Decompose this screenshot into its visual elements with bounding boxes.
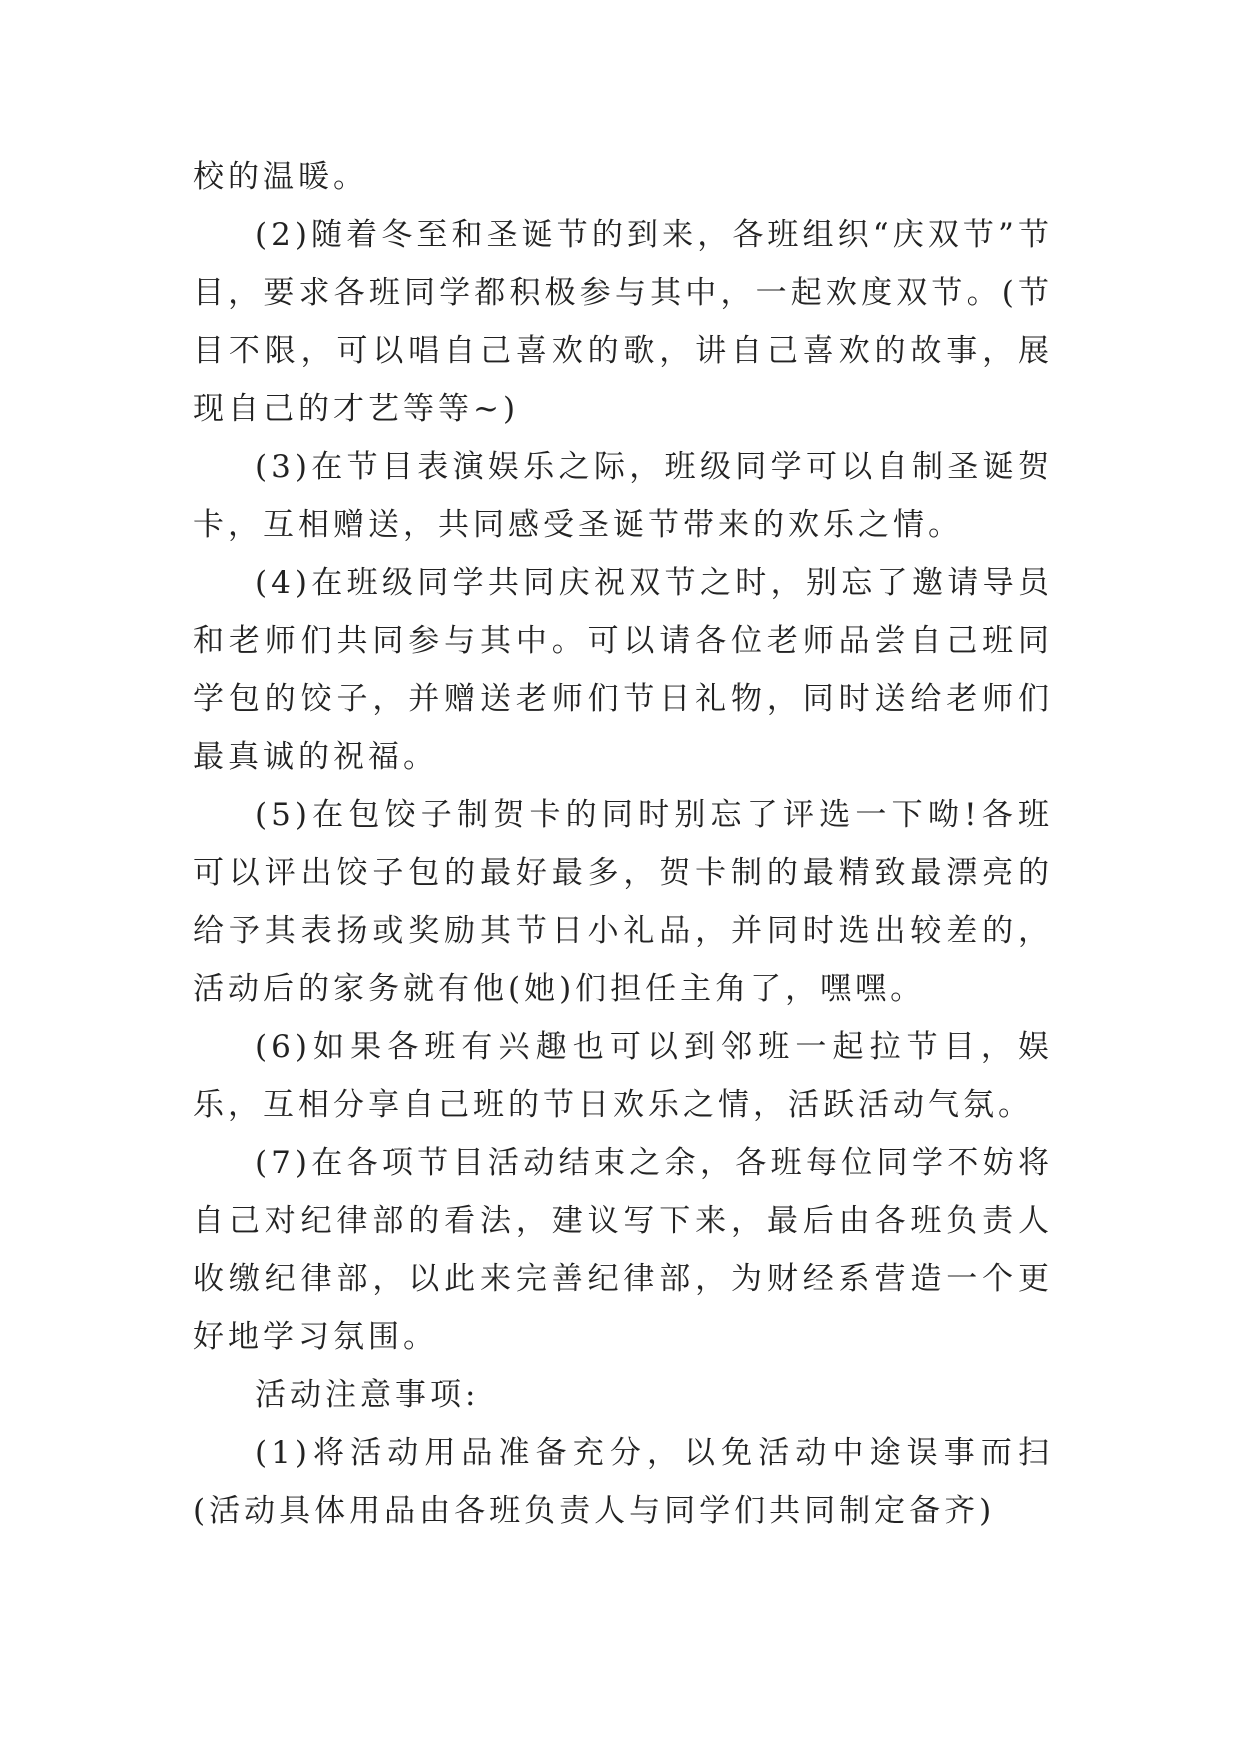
paragraph-item-2: (2)随着冬至和圣诞节的到来，各班组织“庆双节”节目，要求各班同学都积极参与其中，一起欢度双节。(节目不限，可以唱自己喜欢的歌，讲自己喜欢的故事，展现自己的才艺等等~)	[193, 217, 1053, 427]
paragraph-continuation: 校的温暖。	[193, 159, 368, 195]
paragraph-item-4: (4)在班级同学共同庆祝双节之时，别忘了邀请导员和老师们共同参与其中。可以请各位老师品尝自己班同学包的饺子，并赠送老师们节日礼物，同时送给老师们最真诚的祝福。	[193, 565, 1053, 775]
paragraph-item-5: (5)在包饺子制贺卡的同时别忘了评选一下呦!各班可以评出饺子包的最好最多，贺卡制的最精致最漂亮的给予其表扬或奖励其节日小礼品，并同时选出较差的，活动后的家务就有他(她)们担任主角了，嘿嘿。	[193, 797, 1053, 1007]
paragraph-item-6: (6)如果各班有兴趣也可以到邻班一起拉节目，娱乐，互相分享自己班的节日欢乐之情，活跃活动气氛。	[193, 1029, 1053, 1123]
document-page	[193, 148, 1053, 1540]
paragraph-note-1: (1)将活动用品准备充分，以免活动中途误事而扫(活动具体用品由各班负责人与同学们共同制定备齐)	[193, 1435, 1053, 1529]
paragraph-item-3: (3)在节目表演娱乐之际，班级同学可以自制圣诞贺卡，互相赠送，共同感受圣诞节带来的欢乐之情。	[193, 449, 1053, 543]
paragraph-item-7: (7)在各项节目活动结束之余，各班每位同学不妨将自己对纪律部的看法，建议写下来，最后由各班负责人收缴纪律部，以此来完善纪律部，为财经系营造一个更好地学习氛围。	[193, 1145, 1053, 1355]
section-heading-notes: 活动注意事项:	[255, 1377, 480, 1413]
